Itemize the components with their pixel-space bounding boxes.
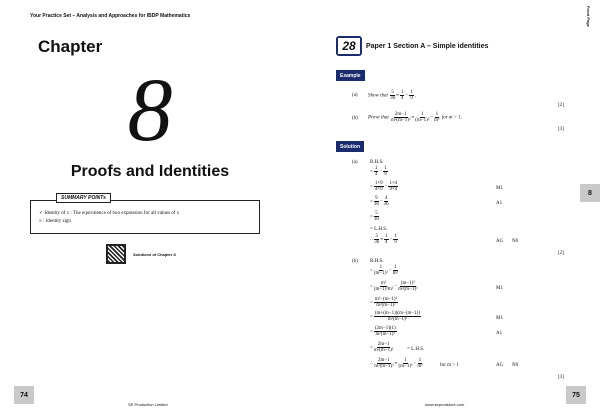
solution-tag: Solution [336, 141, 364, 152]
q-a-expression: Show that 5 36≡ 1 4 − 1 9 . [368, 90, 417, 101]
chapter-label: Chapter [38, 37, 103, 56]
section-number: 28 [338, 38, 360, 54]
summary-box [30, 200, 260, 234]
example-tag: Example [336, 70, 365, 81]
sol-b-step-2: = m² (m−1)²m²− (m−1)² m²(m−1)² [370, 281, 418, 292]
qr-label: Solutions of Chapter 8 [133, 252, 176, 257]
sol-b-lhs: = L.H.S. [407, 347, 425, 352]
sol-b-step-4: = (m+(m−1))(m−(m−1)) m²(m−1)² [370, 311, 420, 322]
sol-b-step-5: = (2m−1)(1) m²(m−1)² [370, 326, 396, 337]
chapter-number: 8 [127, 61, 173, 160]
mark-ag: AG [496, 239, 504, 244]
section-badge [336, 36, 362, 56]
page-number-box: 75 [566, 386, 586, 404]
q-b-text: Prove that [368, 115, 389, 121]
front-page-label: Front Page [586, 6, 591, 27]
mark-a1: A1 [496, 201, 503, 206]
mark-ag-b: AG [496, 363, 504, 368]
sol-b-conclusion: ∴ 2m−1 m²(m−1)²≡ 1 (m−1)²− 1 m² [370, 358, 423, 369]
summary-line-1: ✓ Identity of x : The equivalence of two expression for all values of x [39, 211, 180, 216]
sol-a-conclusion: ∴ 5 36≡ 1 4 − 1 9 [370, 234, 397, 245]
sol-b-step-3: = m²−(m−1)² m²(m−1)² [370, 297, 398, 308]
mark-m1: M1 [496, 186, 503, 191]
chapter-side-tab[interactable]: 8 [580, 184, 600, 202]
footer-url[interactable]: www.seprodstore.com [425, 402, 465, 407]
q-b-label: (b) [352, 116, 358, 121]
mark-n0: N0 [512, 239, 519, 244]
marks-sol-b: [3] [558, 375, 564, 380]
sol-a-step-2: = 1×9 4×9 − 1×4 9×4 [370, 181, 398, 192]
mark-m1-b2: M1 [496, 316, 503, 321]
q-b-expression: Prove that 2m−1 m²(m−1)²≡ 1 (m−1)²− 1 m² for m > 1. [368, 112, 463, 123]
q-a-text: Show that [368, 93, 388, 99]
sol-a-lhs: = L.H.S. [370, 227, 388, 232]
sol-b-label: (b) [352, 259, 358, 264]
sol-b-step-1: = 1 (m−1)²− 1 m² [370, 265, 399, 276]
sol-a-rhs: R.H.S. [370, 160, 384, 165]
marks-b: [3] [558, 127, 564, 132]
sol-b-step-6: = 2m−1 m²(m−1)² [370, 342, 394, 353]
book-header: Your Practice Set – Analysis and Approaches for IBDP Mathematics [30, 13, 191, 19]
right-page [300, 0, 600, 420]
page-number-box: 74 [14, 386, 34, 404]
sol-a-label: (a) [352, 160, 358, 165]
summary-label: SUMMARY POINTs [56, 193, 111, 203]
sol-b-rhs: R.H.S. [370, 259, 384, 264]
mark-n0-b: N0 [512, 363, 519, 368]
page-title: Proofs and Identities [70, 163, 230, 180]
section-title: Paper 1 Section A – Simple identities [366, 43, 489, 50]
marks-a: [2] [558, 103, 564, 108]
sol-b-for-m: for m > 1 [440, 363, 459, 368]
q-b-tail: for m > 1. [441, 115, 463, 121]
q-a-label: (a) [352, 93, 358, 98]
sol-a-step-4: = 5 36 [370, 211, 379, 222]
sol-a-step-3: = 9 36− 4 36 [370, 196, 389, 207]
mark-a1-b: A1 [496, 331, 503, 336]
summary-line-2: ≡ : Identity sign [39, 219, 71, 224]
footer-text: SE Production Limited [128, 402, 168, 407]
sol-a-step-1: = 1 4 − 1 9 [370, 166, 387, 177]
mark-m1-b1: M1 [496, 286, 503, 291]
marks-sol-a: [2] [558, 251, 564, 256]
qr-code-icon[interactable] [106, 244, 126, 264]
